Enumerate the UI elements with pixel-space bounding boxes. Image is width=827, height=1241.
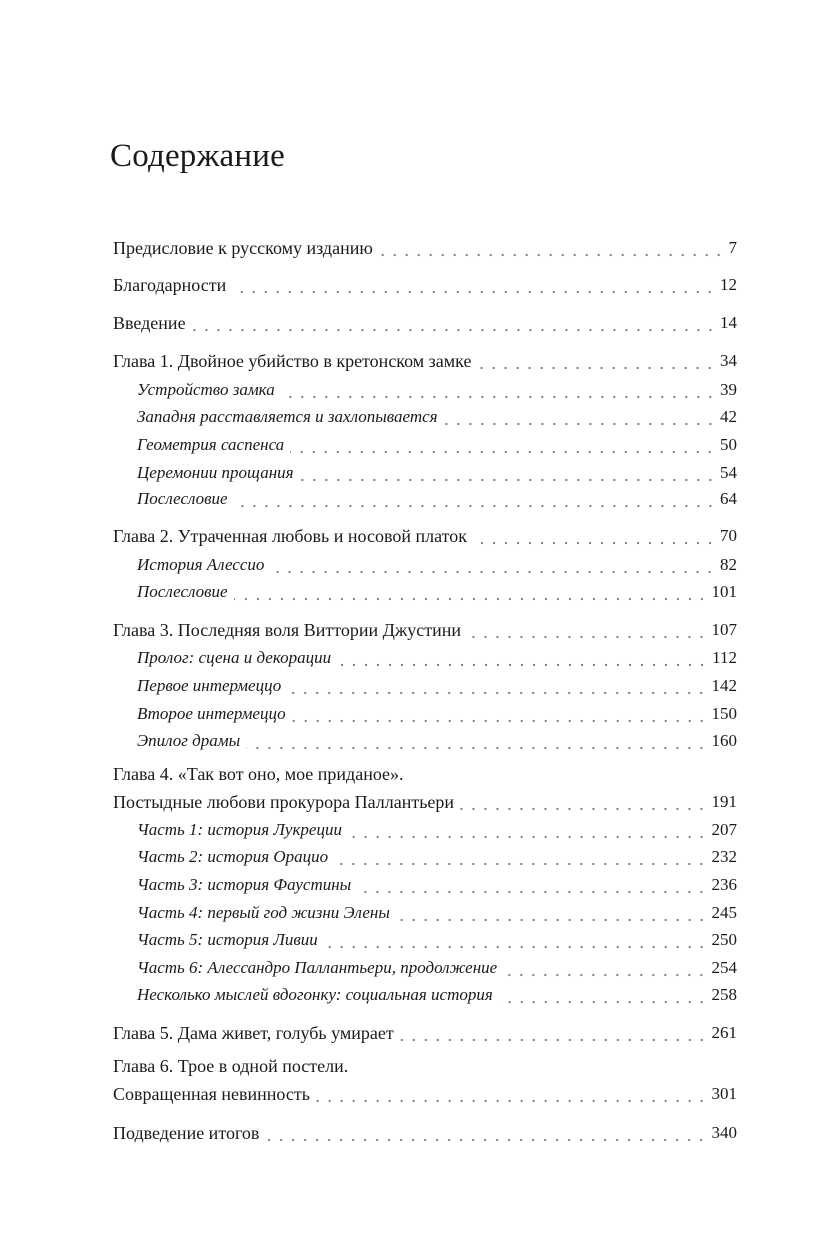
toc-entry-page: 50: [720, 435, 737, 454]
toc-entry-chapter-4-line1: Глава 4. «Так вот оно, мое приданое».: [113, 764, 404, 784]
table-of-contents: [113, 0, 737, 1241]
dot-leader: [246, 729, 707, 753]
toc-subentry[interactable]: [137, 670, 737, 698]
toc-entry-preface[interactable]: [113, 232, 737, 260]
toc-entry-title: Часть 5: история Ливии: [137, 930, 318, 949]
toc-entry-title: Введение: [113, 313, 186, 333]
toc-subentry[interactable]: [137, 814, 737, 842]
toc-entry-page: 112: [712, 648, 737, 667]
toc-entry-title: Эпилог драмы: [137, 731, 241, 750]
toc-entry-title: Несколько мыслей вдогонку: социальная история: [137, 985, 493, 1004]
toc-subentry[interactable]: [137, 952, 737, 980]
dot-leader: [334, 845, 707, 869]
toc-entry-page: 150: [711, 704, 737, 723]
toc-entry-title: Совращенная невинность: [113, 1084, 310, 1104]
dot-leader: [265, 1121, 707, 1145]
dot-leader: [300, 461, 716, 485]
toc-entry-chapter-5[interactable]: [113, 1017, 737, 1045]
toc-entry-page: 14: [720, 313, 737, 332]
toc-subentry[interactable]: [137, 897, 737, 925]
toc-entry-page: 258: [711, 985, 737, 1004]
dot-leader: [357, 873, 707, 897]
toc-entry-title: Послесловие: [137, 582, 228, 601]
toc-entry-chapter-4[interactable]: [113, 786, 737, 814]
toc-entry-page: 42: [720, 407, 737, 426]
toc-entry-page: 236: [711, 875, 737, 894]
dot-leader: [292, 702, 708, 726]
toc-entry-page: 107: [711, 620, 737, 639]
toc-entry-page: 82: [720, 555, 737, 574]
dot-leader: [290, 433, 716, 457]
dot-leader: [234, 487, 716, 511]
toc-entry-page: 70: [720, 526, 737, 545]
toc-subentry[interactable]: [137, 869, 737, 897]
dot-leader: [379, 236, 725, 260]
toc-entry-page: 340: [711, 1123, 737, 1142]
dot-leader: [460, 790, 707, 814]
dot-leader: [232, 273, 716, 297]
toc-entry-page: 160: [711, 731, 737, 750]
toc-entry-title: Западня расставляется и захлопывается: [137, 407, 438, 426]
toc-entry-title: Часть 3: история Фаустины: [137, 875, 352, 894]
dot-leader: [396, 901, 708, 925]
toc-entry-chapter-1[interactable]: [113, 345, 737, 373]
dot-leader: [467, 618, 707, 642]
toc-entry-page: 34: [720, 351, 737, 370]
toc-entry-title: Глава 1. Двойное убийство в кретонском замке: [113, 351, 472, 371]
toc-entry-title: Часть 1: история Лукреции: [137, 820, 342, 839]
dot-leader: [324, 928, 708, 952]
dot-leader: [400, 1021, 708, 1045]
toc-entry-title: Устройство замка: [137, 380, 275, 399]
toc-subentry[interactable]: [137, 457, 737, 485]
dot-leader: [270, 553, 716, 577]
toc-subentry[interactable]: [137, 642, 737, 670]
toc-entry-title: Пролог: сцена и декорации: [137, 648, 332, 667]
toc-entry-title: История Алессио: [137, 555, 265, 574]
toc-entry-introduction[interactable]: [113, 307, 737, 335]
dot-leader: [287, 674, 707, 698]
dot-leader: [503, 956, 707, 980]
toc-entry-page: 39: [720, 380, 737, 399]
toc-entry-page: 7: [728, 238, 737, 257]
toc-entry-page: 54: [720, 463, 737, 482]
toc-entry-title: Первое интермеццо: [137, 676, 282, 695]
toc-entry-title: Церемонии прощания: [137, 463, 294, 482]
dot-leader: [234, 580, 708, 604]
page-title: Содержание: [110, 138, 285, 174]
toc-entry-page: 64: [720, 489, 737, 508]
toc-subentry[interactable]: [137, 576, 737, 604]
toc-entry-title: Глава 5. Дама живет, голубь умирает: [113, 1023, 394, 1043]
toc-entry-acknowledgements[interactable]: [113, 269, 737, 297]
toc-entry-page: 12: [720, 275, 737, 294]
toc-entry-page: 261: [711, 1023, 737, 1042]
toc-subentry[interactable]: [137, 725, 737, 753]
toc-entry-title: Послесловие: [137, 489, 228, 508]
dot-leader: [192, 311, 716, 335]
toc-entry-page: 254: [711, 958, 737, 977]
toc-entry-chapter-6[interactable]: [113, 1078, 737, 1106]
dot-leader: [444, 405, 716, 429]
dot-leader: [337, 646, 708, 670]
toc-entry-title: Часть 2: история Орацио: [137, 847, 329, 866]
dot-leader: [316, 1082, 708, 1106]
dot-leader: [499, 983, 708, 1007]
toc-entry-chapter-6-line1: Глава 6. Трое в одной постели.: [113, 1056, 349, 1076]
toc-entry-title: Второе интермеццо: [137, 704, 286, 723]
toc-entry-title: Благодарности: [113, 275, 227, 295]
toc-entry-title: Постыдные любови прокурора Паллантьери: [113, 792, 455, 812]
toc-entry-title: Геометрия саспенса: [137, 435, 285, 454]
dot-leader: [348, 818, 708, 842]
dot-leader: [473, 524, 716, 548]
toc-entry-page: 101: [711, 582, 737, 601]
toc-entry-title: Глава 2. Утраченная любовь и носовой платок: [113, 526, 467, 546]
toc-subentry[interactable]: [137, 401, 737, 429]
toc-subentry[interactable]: [137, 979, 737, 1007]
toc-entry-page: 250: [711, 930, 737, 949]
toc-subentry[interactable]: [137, 698, 737, 726]
toc-entry-title: Глава 3. Последняя воля Виттории Джустини: [113, 620, 462, 640]
toc-entry-chapter-3[interactable]: [113, 614, 737, 642]
toc-entry-title: Предисловие к русскому изданию: [113, 238, 373, 258]
toc-subentry[interactable]: [137, 483, 737, 511]
dot-leader: [281, 378, 716, 402]
toc-entry-page: 232: [711, 847, 737, 866]
toc-entry-title: Подведение итогов: [113, 1123, 260, 1143]
toc-entry-page: 207: [711, 820, 737, 839]
toc-subentry[interactable]: [137, 429, 737, 457]
toc-entry-title: Часть 6: Алессандро Паллантьери, продолжение: [137, 958, 498, 977]
toc-entry-summary[interactable]: [113, 1117, 737, 1145]
toc-subentry[interactable]: [137, 549, 737, 577]
dot-leader: [477, 349, 716, 373]
toc-subentry[interactable]: [137, 841, 737, 869]
toc-entry-title: Часть 4: первый год жизни Элены: [137, 903, 390, 922]
toc-subentry[interactable]: [137, 924, 737, 952]
toc-entry-page: 301: [711, 1084, 737, 1103]
toc-entry-chapter-2[interactable]: [113, 520, 737, 548]
toc-subentry[interactable]: [137, 374, 737, 402]
toc-entry-page: 142: [711, 676, 737, 695]
toc-entry-page: 245: [711, 903, 737, 922]
toc-entry-page: 191: [711, 792, 737, 811]
